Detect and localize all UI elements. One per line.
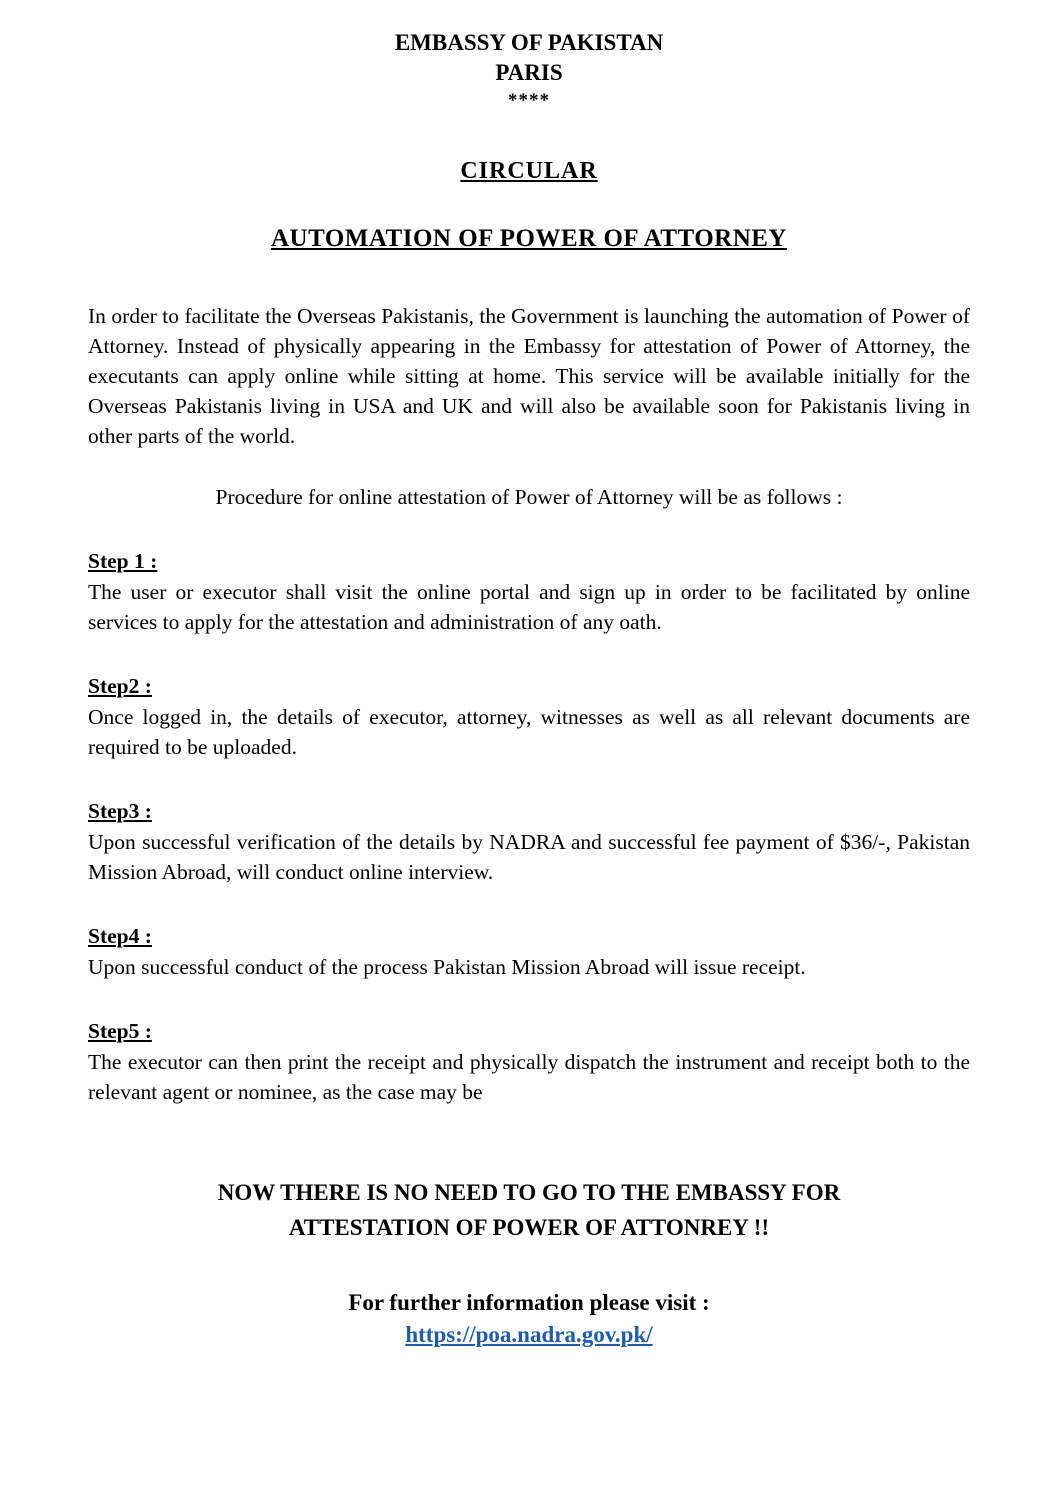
step-1-label-text: Step 1 : xyxy=(88,549,158,573)
step-block-4 xyxy=(88,920,970,982)
step-4-label-text: Step4 : xyxy=(88,924,152,948)
intro-paragraph: In order to facilitate the Overseas Pakistanis, the Government is launching the automation of Power of Attorney. Instead of physically appearing in the Embassy for attestation of Power of Attorney, the executants can apply online while sitting at home. This service will be available initially for the Overseas Pakistanis living in USA and UK and will also be available soon for Pakistanis living in other parts of the world. xyxy=(88,304,970,448)
step-1-label xyxy=(88,545,970,577)
step-1-text: The user or executor shall visit the online portal and sign up in order to be facilitated by online services to apply for the attestation and administration of any oath. xyxy=(88,580,970,634)
step-3-label-text: Step3 : xyxy=(88,799,152,823)
embassy-name: EMBASSY OF PAKISTAN xyxy=(394,30,664,55)
step-block-3 xyxy=(88,795,970,887)
letterhead xyxy=(88,28,970,114)
step-5-label xyxy=(88,1015,970,1047)
closing-notice-line-2: ATTESTATION OF POWER OF ATTONREY !! xyxy=(288,1215,770,1240)
step-5-label-text: Step5 : xyxy=(88,1019,152,1043)
step-block-2 xyxy=(88,670,970,762)
embassy-city: PARIS xyxy=(495,60,563,85)
step-4-label xyxy=(88,920,970,952)
step-3-text: Upon successful verification of the details by NADRA and successful fee payment of $36/-, Pakistan Mission Abroad, will conduct online interview. xyxy=(88,830,970,884)
step-2-text: Once logged in, the details of executor, attorney, witnesses as well as all relevant documents are required to be uploaded. xyxy=(88,705,970,759)
circular-title-text: CIRCULAR xyxy=(460,158,598,184)
step-2-label-text: Step2 : xyxy=(88,674,152,698)
closing-notice-line-1: NOW THERE IS NO NEED TO GO TO THE EMBASSY FOR xyxy=(217,1180,841,1205)
procedure-line: Procedure for online attestation of Power of Attorney will be as follows : xyxy=(215,485,843,509)
step-5-text: The executor can then print the receipt and physically dispatch the instrument and receipt both to the relevant agent or nominee, as the case may be xyxy=(88,1050,970,1104)
circular-title xyxy=(88,158,970,185)
step-block-5 xyxy=(88,1015,970,1107)
stars-separator: **** xyxy=(508,90,550,111)
portal-link-row xyxy=(88,1320,970,1350)
subject-title-text: AUTOMATION OF POWER OF ATTORNEY xyxy=(270,225,787,252)
step-block-1 xyxy=(88,545,970,637)
step-2-label xyxy=(88,670,970,702)
closing-notice xyxy=(88,1175,970,1245)
step-3-label xyxy=(88,795,970,827)
step-4-text: Upon successful conduct of the process Pakistan Mission Abroad will issue receipt. xyxy=(88,955,806,979)
portal-link[interactable]: https://poa.nadra.gov.pk/ xyxy=(405,1322,653,1347)
subject-title xyxy=(88,225,970,253)
footer-info-line: For further information please visit : xyxy=(348,1290,710,1315)
